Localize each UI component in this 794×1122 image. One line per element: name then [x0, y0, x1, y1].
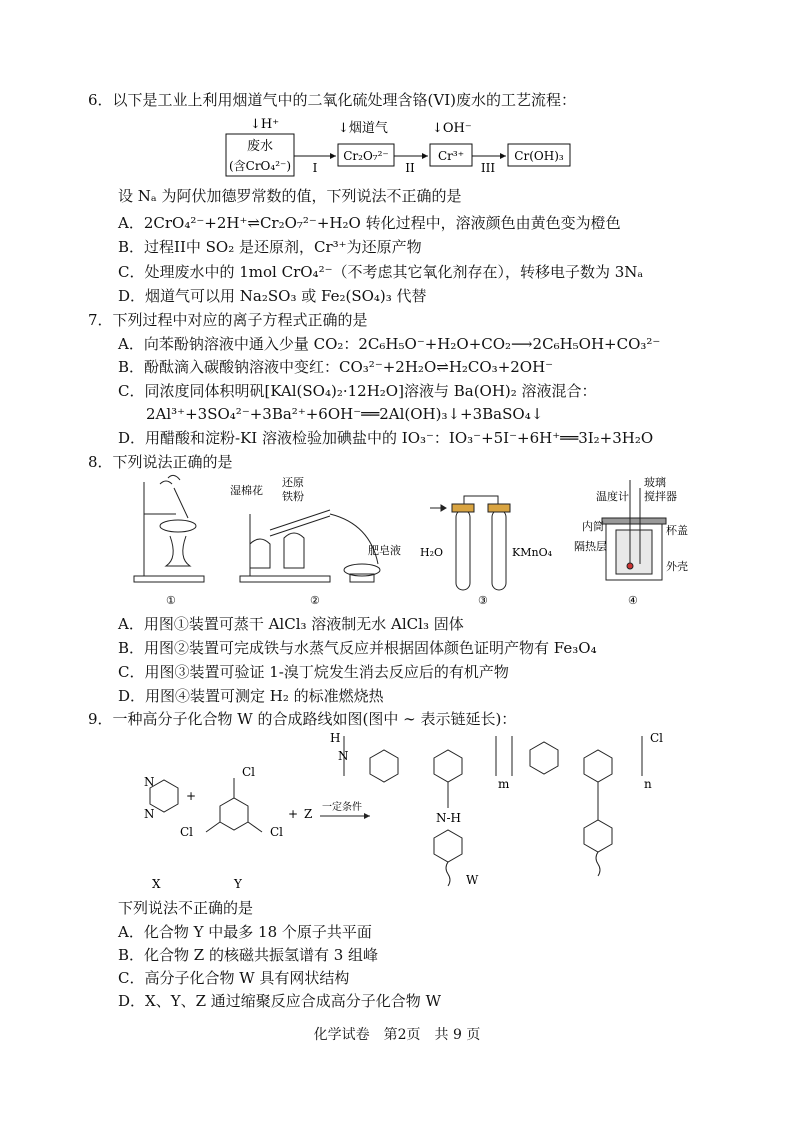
q9-option-d: D．X、Y、Z 通过缩聚反应合成高分子化合物 W [118, 992, 441, 1010]
q7-option-b: B．酚酞滴入碳酸钠溶液中变红：CO₃²⁻+2H₂O⇌H₂CO₃+2OH⁻ [118, 358, 554, 376]
subscript-n: n [644, 777, 652, 791]
w-h-left: H [330, 731, 341, 745]
w-cl: Cl [650, 731, 664, 745]
label-inner-cup: 内筒 [582, 520, 604, 533]
label-lid: 杯盖 [666, 524, 688, 537]
fig-number-4: ④ [628, 594, 638, 607]
y-cl-top: Cl [242, 765, 256, 779]
fig-number-2: ② [310, 594, 320, 607]
label-x: X [152, 877, 161, 891]
flow-box1-line2: (含CrO₄²⁻) [228, 159, 292, 173]
fig-number-1: ① [166, 594, 176, 607]
w-nh: N-H [436, 811, 462, 825]
flow-step2: II [405, 161, 415, 175]
flow-step3: III [480, 161, 496, 175]
label-stirrer-line2: 搅拌器 [644, 490, 677, 503]
page-footer: 化学试卷 第2页 共 9 页 [313, 1027, 481, 1043]
flow-in-gas: ↓烟道气 [338, 121, 388, 136]
label-y: Y [234, 877, 242, 891]
x-n-bottom: N [144, 807, 155, 821]
label-h2o: H₂O [420, 546, 444, 559]
label-kmno4: KMnO₄ [512, 546, 552, 559]
plus-1: + [186, 789, 197, 803]
q9-synthesis-scheme [130, 728, 690, 898]
label-wet-cotton: 湿棉花 [230, 484, 263, 497]
reaction-condition: 一定条件 [322, 802, 362, 813]
flow-in-h: ↓H⁺ [250, 117, 280, 132]
q8-apparatus-figure [130, 474, 690, 614]
molecule-y [206, 778, 262, 832]
label-stirrer-line1: 玻璃 [644, 476, 666, 489]
label-iron-line1: 还原 [282, 476, 304, 489]
label-iron-line2: 铁粉 [282, 490, 304, 503]
q7-option-c-equation: 2Al³⁺+3SO₄²⁻+3Ba²⁺+6OH⁻══2Al(OH)₃↓+3BaSO₄↓ [146, 405, 544, 423]
label-insulation: 隔热层 [574, 540, 607, 553]
label-shell: 外壳 [666, 560, 688, 573]
q7-option-d: D．用醋酸和淀粉-KI 溶液检验加碘盐中的 IO₃⁻：IO₃⁻+5I⁻+6H⁺══3I₂+3H₂O [118, 429, 654, 447]
q6-flow-diagram [220, 112, 580, 184]
flow-box4: Cr(OH)₃ [514, 149, 564, 163]
flow-box3: Cr³⁺ [437, 149, 465, 163]
y-cl-left: Cl [180, 825, 194, 839]
q6-option-a: A．2CrO₄²⁻+2H⁺⇌Cr₂O₇²⁻+H₂O 转化过程中，溶液颜色由黄色变为橙色 [118, 214, 621, 232]
apparatus-1-evaporation [134, 475, 204, 582]
q6-prompt: 设 Nₐ 为阿伏加德罗常数的值，下列说法不正确的是 [118, 187, 462, 205]
q6-option-c: C．处理废水中的 1mol CrO₄²⁻（不考虑其它氧化剂存在），转移电子数为 3Nₐ [118, 263, 644, 281]
label-w: W [466, 873, 479, 887]
w-n-left: N [338, 749, 349, 763]
label-thermometer: 温度计 [596, 490, 629, 503]
q6-option-d: D．烟道气可以用 Na₂SO₃ 或 Fe₂(SO₄)₃ 代替 [118, 287, 427, 305]
q9-stem: 9．一种高分子化合物 W 的合成路线如图(图中 ∼ 表示链延长)： [88, 710, 517, 728]
flow-box2: Cr₂O₇²⁻ [343, 149, 389, 163]
flow-step1: I [312, 161, 318, 175]
q7-stem: 7．下列过程中对应的离子方程式正确的是 [88, 311, 368, 329]
apparatus-2-iron-steam [240, 510, 380, 582]
x-n-top: N [144, 775, 155, 789]
q8-stem: 8．下列说法正确的是 [88, 453, 233, 471]
q8-option-d: D．用图④装置可测定 H₂ 的标准燃烧热 [118, 687, 384, 705]
q8-option-a: A．用图①装置可蒸干 AlCl₃ 溶液制无水 AlCl₃ 固体 [118, 615, 464, 633]
q9-option-a: A．化合物 Y 中最多 18 个原子共平面 [118, 923, 372, 941]
q9-option-b: B．化合物 Z 的核磁共振氢谱有 3 组峰 [118, 946, 379, 964]
reagent-z: Z [304, 807, 313, 821]
q7-option-a: A．向苯酚钠溶液中通入少量 CO₂：2C₆H₅O⁻+H₂O+CO₂⟶2C₆H₅OH+CO₃²⁻ [118, 335, 661, 353]
flow-box1-line1: 废水 [246, 139, 274, 154]
plus-2: + [288, 807, 299, 821]
apparatus-3-gas-test [430, 496, 510, 590]
subscript-m: m [498, 777, 510, 791]
q6-option-b: B．过程II中 SO₂ 是还原剂，Cr³⁺为还原产物 [118, 238, 422, 256]
q7-option-c: C．同浓度同体积明矾[KAl(SO₄)₂·12H₂O]溶液与 Ba(OH)₂ 溶液混合： [118, 382, 597, 400]
q8-option-b: B．用图②装置可完成铁与水蒸气反应并根据固体颜色证明产物有 Fe₃O₄ [118, 639, 597, 657]
fig-number-3: ③ [478, 594, 488, 607]
y-cl-right: Cl [270, 825, 284, 839]
polymer-w [344, 736, 642, 886]
q9-option-c: C．高分子化合物 W 具有网状结构 [118, 969, 350, 987]
flow-in-oh: ↓OH⁻ [432, 121, 472, 136]
label-soap: 肥皂液 [368, 544, 401, 557]
q8-option-c: C．用图③装置可验证 1-溴丁烷发生消去反应后的有机产物 [118, 663, 509, 681]
q6-stem: 6．以下是工业上利用烟道气中的二氧化硫处理含铬(VI)废水的工艺流程： [88, 91, 577, 109]
q9-prompt: 下列说法不正确的是 [118, 899, 254, 917]
